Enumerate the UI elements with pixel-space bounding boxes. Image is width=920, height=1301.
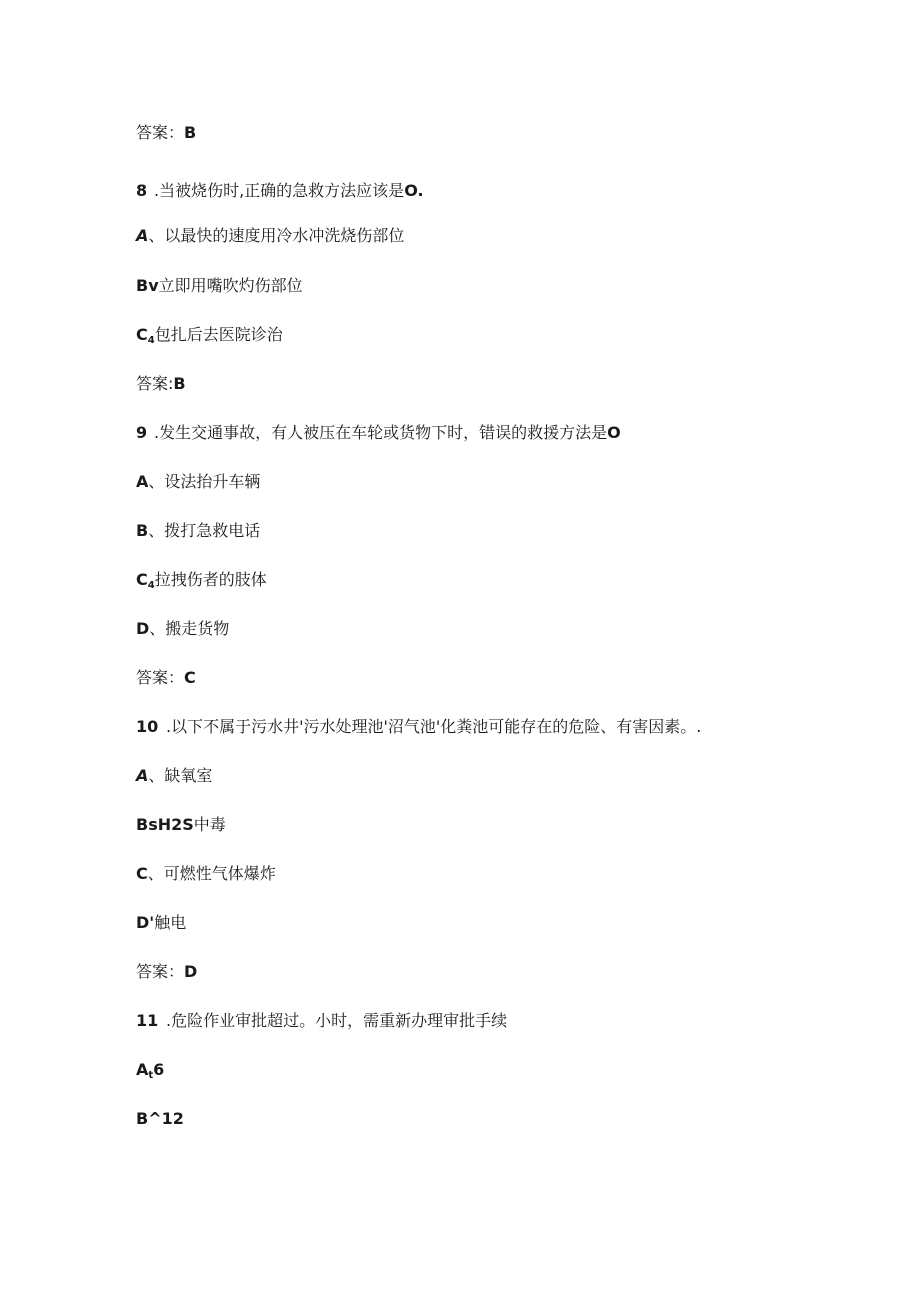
option-text: 拉拽伤者的肢体	[154, 570, 267, 589]
option-letter: B	[136, 521, 149, 540]
answer-value: B	[184, 123, 197, 142]
answer-line	[136, 123, 196, 143]
answer-value: B	[173, 374, 186, 393]
question-number: 11	[136, 1011, 159, 1030]
option-line	[136, 472, 260, 492]
answer-line	[136, 668, 196, 688]
option-line	[136, 1060, 164, 1086]
option-text: 包扎后去医院诊治	[154, 325, 283, 344]
option-line	[136, 226, 404, 246]
option-separator: 、	[148, 521, 165, 540]
option-letter: D'	[136, 913, 155, 932]
option-text: 6	[153, 1060, 165, 1079]
answer-label: 答案：	[136, 123, 185, 142]
answer-value: D	[184, 962, 198, 981]
option-separator: 、	[148, 226, 165, 245]
question-line	[136, 181, 424, 201]
answer-value: C	[184, 668, 196, 687]
option-letter: Bv	[136, 276, 159, 295]
option-letter: B^12	[136, 1109, 184, 1128]
option-separator: 、	[148, 472, 165, 491]
option-subscript: 4	[147, 335, 155, 346]
option-separator: 、	[148, 766, 165, 785]
option-text: 以最快的速度用冷水冲洗烧伤部位	[164, 226, 405, 245]
option-text: 搬走货物	[165, 619, 230, 638]
question-text: .当被烧伤时,正确的急救方法应该是	[154, 181, 405, 200]
option-letter: C	[136, 325, 148, 344]
option-separator: 、	[147, 864, 164, 883]
option-subscript: t	[148, 1070, 154, 1081]
question-number: 9	[136, 423, 148, 442]
answer-label: 答案:	[136, 374, 174, 393]
answer-label: 答案：	[136, 962, 185, 981]
option-text: 可燃性气体爆炸	[163, 864, 276, 883]
option-letter: C	[136, 570, 148, 589]
option-letter: D	[136, 619, 150, 638]
option-line	[136, 570, 267, 596]
question-text: .危险作业审批超过。小时，需重新办理审批手续	[166, 1011, 508, 1030]
question-number: 10	[136, 717, 159, 736]
question-tail: O.	[404, 181, 424, 200]
option-subscript: 4	[147, 580, 155, 591]
option-text: 触电	[154, 913, 187, 932]
question-text: .发生交通事故，有人被压在车轮或货物下时，错误的救援方法是	[154, 423, 608, 442]
option-line	[136, 521, 260, 541]
question-number: 8	[136, 181, 148, 200]
answer-label: 答案：	[136, 668, 185, 687]
option-line	[136, 325, 283, 351]
option-text: 中毒	[193, 815, 226, 834]
question-line	[136, 1011, 507, 1031]
option-letter: BsH2S	[136, 815, 194, 834]
option-text: 缺氧室	[164, 766, 213, 785]
option-letter: A	[136, 1060, 149, 1079]
option-line	[136, 1109, 184, 1129]
question-line	[136, 717, 701, 737]
option-line	[136, 864, 276, 884]
option-text: 立即用嘴吹灼伤部位	[158, 276, 303, 295]
option-text: 设法抬升车辆	[164, 472, 261, 491]
option-letter: A	[136, 226, 149, 245]
option-letter: A	[136, 472, 149, 491]
question-text: .以下不属于污水井'污水处理池'沼气池'化粪池可能存在的危险、有害因素。.	[166, 717, 702, 736]
option-line	[136, 276, 303, 296]
option-text: 拨打急救电话	[164, 521, 261, 540]
option-line	[136, 913, 186, 933]
answer-line	[136, 962, 197, 982]
question-line	[136, 423, 621, 443]
option-line	[136, 766, 212, 786]
option-line	[136, 815, 226, 835]
answer-line	[136, 374, 186, 394]
question-tail: O	[607, 423, 621, 442]
option-letter: C	[136, 864, 148, 883]
option-separator: 、	[149, 619, 166, 638]
option-line	[136, 619, 229, 639]
option-letter: A	[136, 766, 149, 785]
